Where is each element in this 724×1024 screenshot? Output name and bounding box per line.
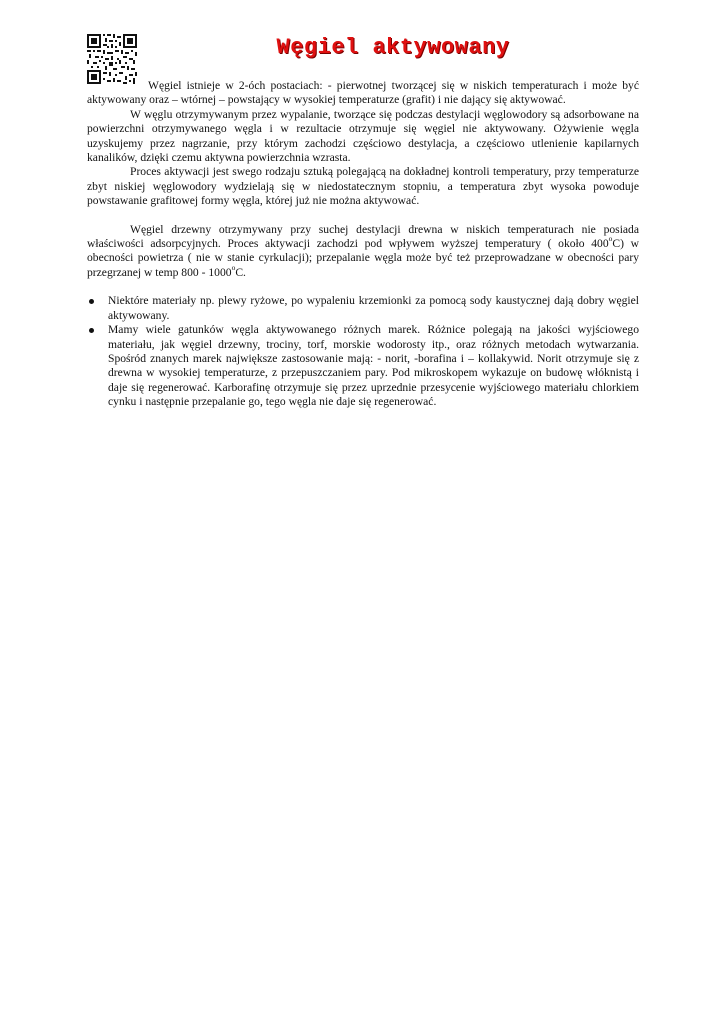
bullet-list <box>87 294 639 409</box>
paragraph-charcoal <box>87 223 639 281</box>
paragraph-charcoal-part-1: Węgiel drzewny otrzymywany przy suchej destylacji drewna w niskich temperaturach nie posiada właściwości adsorpcyjnych. Proces aktywacji zachodzi pod wpływem wyższej temperatury ( około 400 <box>87 222 639 251</box>
list-item-text: Niektóre materiały np. plewy ryżowe, po wypaleniu krzemionki za pomocą sody kaustycznej dają dobry węgiel aktywowany. <box>108 294 639 322</box>
document-title: Węgiel aktywowany <box>276 35 510 60</box>
paragraph-spacer <box>87 280 639 294</box>
paragraph-charcoal-part-2: C) w obecności powietrza ( nie w stanie cyrkulacji); przepalanie węgla może być też przeprowadzane w obecności pary przegrzanej w temp 800 - 1000 <box>87 237 639 279</box>
document-body <box>87 79 639 410</box>
paragraph-intro: Węgiel istnieje w 2-óch postaciach: - pierwotnej tworzącej się w niskich temperaturach i może być aktywowany oraz – wtórnej – powstający w wysokiej temperaturze (grafit) i nie dający się aktywować. <box>87 79 639 107</box>
qr-code-icon <box>87 34 137 84</box>
list-item-text: Mamy wiele gatunków węgla aktywowanego różnych marek. Różnice polegają na jakości wyjściowego materiału, jak węgiel drzewny, trociny, torf, morskie wodorosty itp., oraz różnych metodach wytwarzania. Spośród znanych marek największe zastosowanie mają: - norit, -borafina i – kollakywid. Norit otrzymuje się z drewna w wysokiej temperaturze, z przepuszczaniem pary. Pod mikroskopem wykazuje on budowę włóknistą i daje się regenerować. Karborafinę otrzymuje się przez uprzednie przesycenie wyjściowego materiału chlorkiem cynku i następnie przepalanie go, tego węgla nie daje się regenerować. <box>108 323 639 409</box>
paragraph-spacer <box>87 209 639 223</box>
bullet-dot <box>89 328 94 333</box>
bullet-dot <box>89 299 94 304</box>
paragraph-burning: W węglu otrzymywanym przez wypalanie, tworzące się podczas destylacji węglowodory są adsorbowane na powierzchni otrzymywanego węgla i w rezultacie otrzymuje się węgiel nie aktywowany. Ożywienie węgla uzyskujemy przez nagrzanie, przy którym zachodzi częściowo destylacja, a częściowo utlenienie kapilarnych kanalików, dzięki czemu aktywna powierzchnia wzrasta. <box>87 107 639 165</box>
paragraph-activation-process: Proces aktywacji jest swego rodzaju sztuką polegającą na dokładnej kontroli temperatury, przy temperaturze zbyt niskiej węglowodory wydzielają się w niedostatecznym stopniu, a temperatura zbyt wysoka powoduje powstawanie grafitowej formy węgla, której już nie można aktywować. <box>87 165 639 208</box>
list-item <box>87 294 639 323</box>
paragraph-charcoal-part-3: C. <box>235 265 246 279</box>
list-item <box>87 323 639 409</box>
degree-sign: o <box>231 263 236 273</box>
degree-sign: o <box>608 234 613 244</box>
